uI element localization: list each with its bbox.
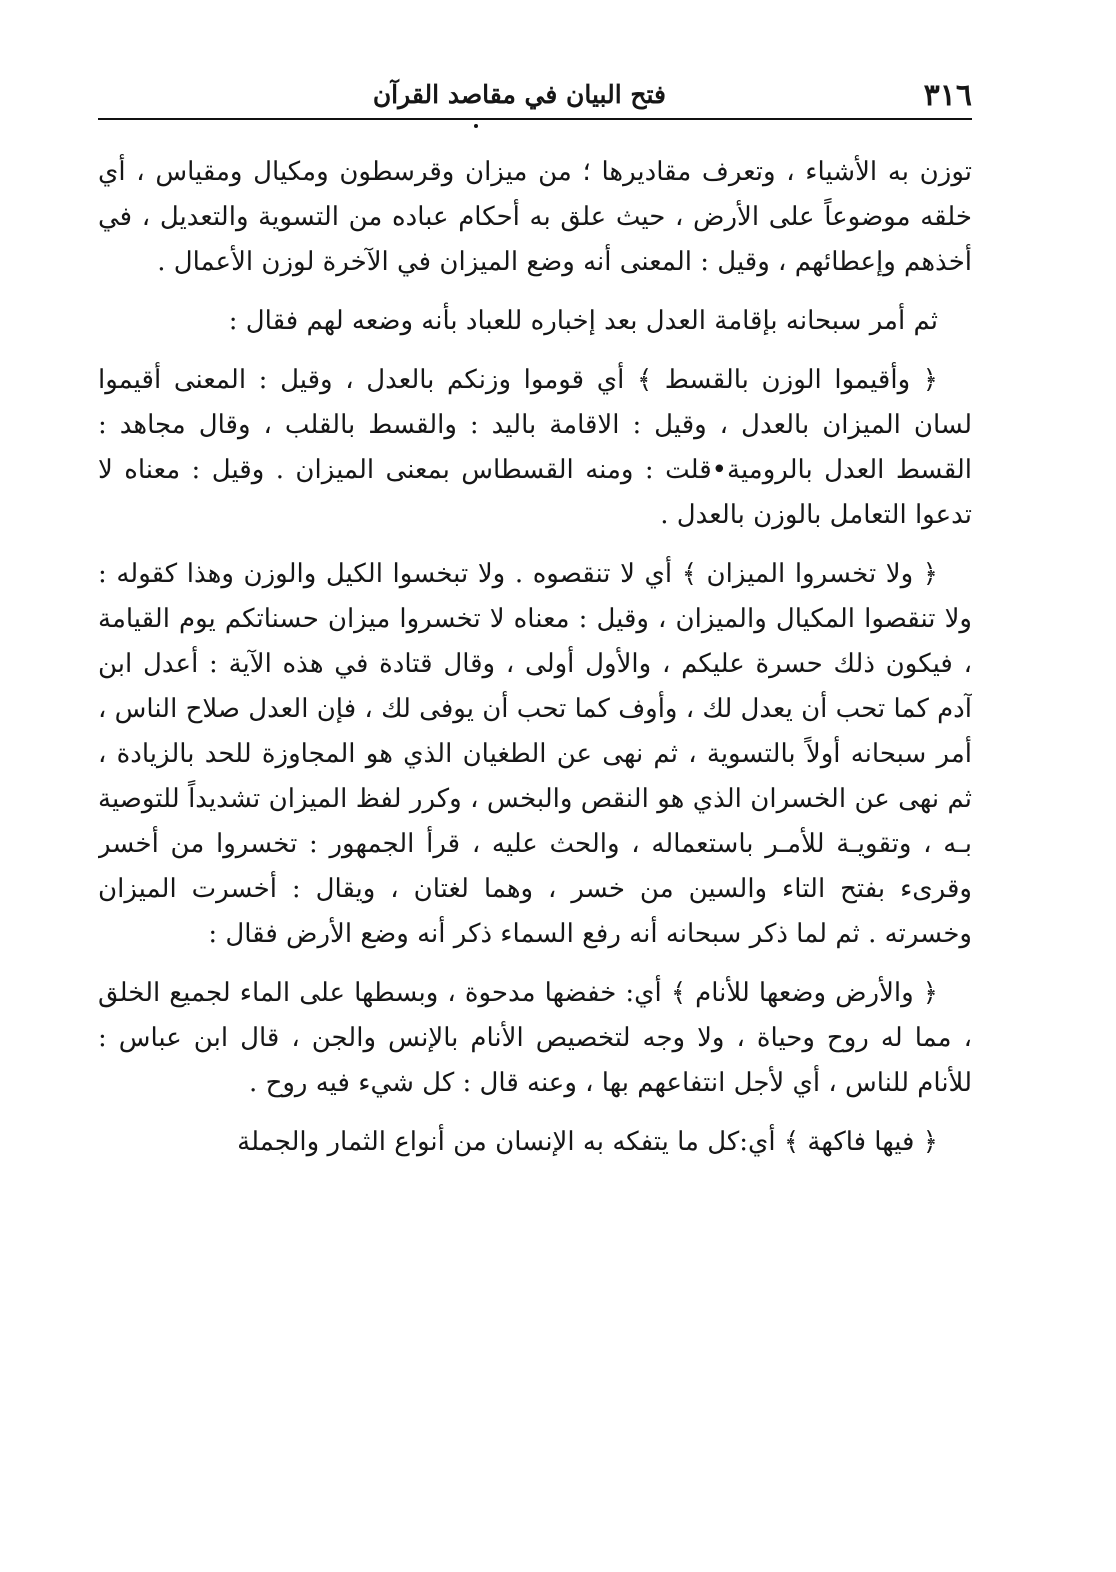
page-number: ٣١٦ bbox=[923, 78, 972, 113]
paragraph-verse-commentary: ﴿ فيها فاكهة ﴾ أي:كل ما يتفكه به الإنسان من أنواع الثمار والجملة bbox=[237, 1127, 938, 1157]
header-divider bbox=[98, 118, 972, 120]
page-header bbox=[98, 70, 972, 118]
running-title: فتح البيان في مقاصد القرآن bbox=[372, 80, 666, 109]
paragraph-continuation: توزن به الأشياء ، وتعرف مقاديرها ؛ من ميزان وقرسطون ومكيال ومقياس ، أي خلقه موضوعاً على الأرض ، حيث علق به أحكام عباده من التسوية والتعديل ، في أخذهم وإعطائهم ، وقيل : المعنى أنه وضع الميزان في الآخرة لوزن الأعمال . bbox=[98, 157, 972, 277]
paragraph: ثم أمر سبحانه بإقامة العدل بعد إخباره للعباد بأنه وضعه لهم فقال : bbox=[228, 306, 938, 336]
paragraph-verse-commentary: ﴿ والأرض وضعها للأنام ﴾ أي: خفضها مدحوة ، وبسطها على الماء لجميع الخلق ، مما له روح وحياة ، ولا وجه لتخصيص الأنام بالإنس والجن ، قال ابن عباس : للأنام للناس ، أي لأجل انتفاعهم بها ، وعنه قال : كل شيء فيه روح . bbox=[98, 978, 972, 1098]
page-body bbox=[98, 150, 972, 1550]
header-dot-mark bbox=[474, 124, 478, 128]
paragraph-verse-commentary: ﴿ وأقيموا الوزن بالقسط ﴾ أي قوموا وزنكم بالعدل ، وقيل : المعنى أقيموا لسان الميزان بالعدل ، وقيل : الاقامة باليد : والقسط بالقلب ، وقال مجاهد : القسط العدل بالرومية•قلت : ومنه القسطاس بمعنى الميزان . وقيل : معناه لا تدعوا التعامل بالوزن بالعدل . bbox=[98, 365, 972, 530]
paragraph-verse-commentary: ﴿ ولا تخسروا الميزان ﴾ أي لا تنقصوه . ولا تبخسوا الكيل والوزن وهذا كقوله : ولا تنقصوا المكيال والميزان ، وقيل : معناه لا تخسروا ميزان حسناتكم يوم القيامة ، فيكون ذلك حسرة عليكم ، والأول أولى ، وقال قتادة في هذه الآية : أعدل ابن آدم كما تحب أن يعدل لك ، وأوف كما تحب أن يوفى لك ، فإن العدل صلاح الناس ، أمر سبحانه أولاً بالتسوية ، ثم نهى عن الطغيان الذي هو المجاوزة للحد بالزيادة ، ثم نهى عن الخسران الذي هو النقص والبخس ، وكرر لفظ الميزان تشديداً للتوصية بـه ، وتقويـة للأمـر باستعماله ، والحث عليه ، قرأ الجمهور : تخسروا من أخسر وقرىء بفتح التاء والسين من خسر ، وهما لغتان ، ويقال : أخسرت الميزان وخسرته . ثم لما ذكر سبحانه أنه رفع السماء ذكر أنه وضع الأرض فقال : bbox=[98, 559, 972, 949]
